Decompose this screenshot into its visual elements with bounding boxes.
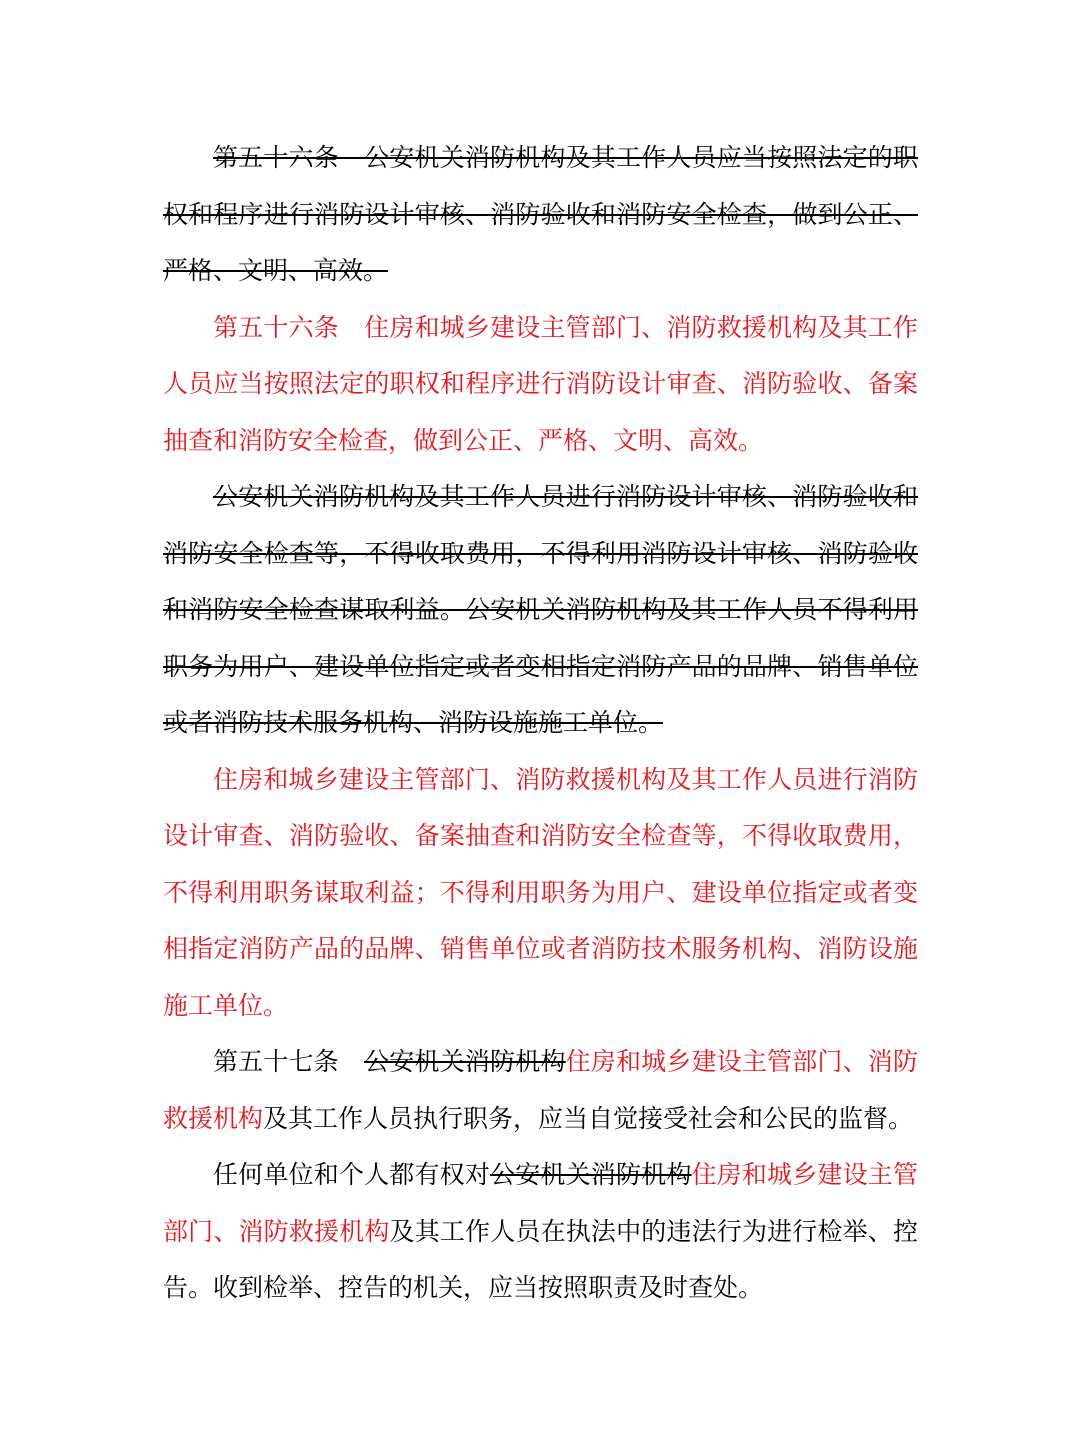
paragraph-article-56-deleted — [163, 130, 918, 300]
document-page — [163, 130, 918, 1317]
paragraph-article-57 — [163, 1034, 918, 1147]
plain-text: 任何单位和个人都有权对 — [213, 1160, 491, 1189]
inserted-text: 住房和城乡建设主管部门、消防救援机构及其工作人员进行消防设计审查、消防验收、备案抽查和消防安全检查等，不得收取费用，不得利用职务谋取利益；不得利用职务为用户、建设单位指定或者变相指定消防产品的品牌、销售单位或者消防技术服务机构、消防设施施工单位。 — [163, 764, 918, 1020]
deleted-text: 公安机关消防机构 — [364, 1047, 566, 1076]
plain-text: 及其工作人员在执法中的违法行为进行检举、控告。收到检举、控告的机关，应当按照职责及时查处。 — [163, 1216, 918, 1302]
deleted-text: 公安机关消防机构及其工作人员进行消防设计审核、消防验收和消防安全检查等，不得收取费用，不得利用消防设计审核、消防验收和消防安全检查谋取利益。公安机关消防机构及其工作人员不得利用职务为用户、建设单位指定或者变相指定消防产品的品牌、销售单位或者消防技术服务机构、消防设施施工单位。 — [163, 482, 918, 737]
plain-text: 及其工作人员执行职务，应当自觉接受社会和公民的监督。 — [263, 1103, 914, 1133]
plain-text: 第五十七条 — [213, 1047, 365, 1076]
inserted-text: 住房和城乡建设主管部门、消防救援机构 — [163, 1160, 918, 1246]
paragraph-article-57-clause-2 — [163, 1147, 918, 1317]
deleted-text: 第五十六条 公安机关消防机构及其工作人员应当按照法定的职权和程序进行消防设计审核、消防验收和消防安全检查，做到公正、严格、文明、高效。 — [163, 143, 918, 285]
paragraph-article-56-clause-2-deleted — [163, 469, 918, 752]
deleted-text: 公安机关消防机构 — [490, 1160, 692, 1189]
paragraph-article-56-inserted — [163, 300, 918, 470]
paragraph-article-56-clause-2-inserted — [163, 752, 918, 1035]
inserted-text: 住房和城乡建设主管部门、消防救援机构 — [163, 1047, 918, 1133]
inserted-text: 第五十六条 住房和城乡建设主管部门、消防救援机构及其工作人员应当按照法定的职权和程序进行消防设计审查、消防验收、备案抽查和消防安全检查，做到公正、严格、文明、高效。 — [163, 312, 918, 455]
